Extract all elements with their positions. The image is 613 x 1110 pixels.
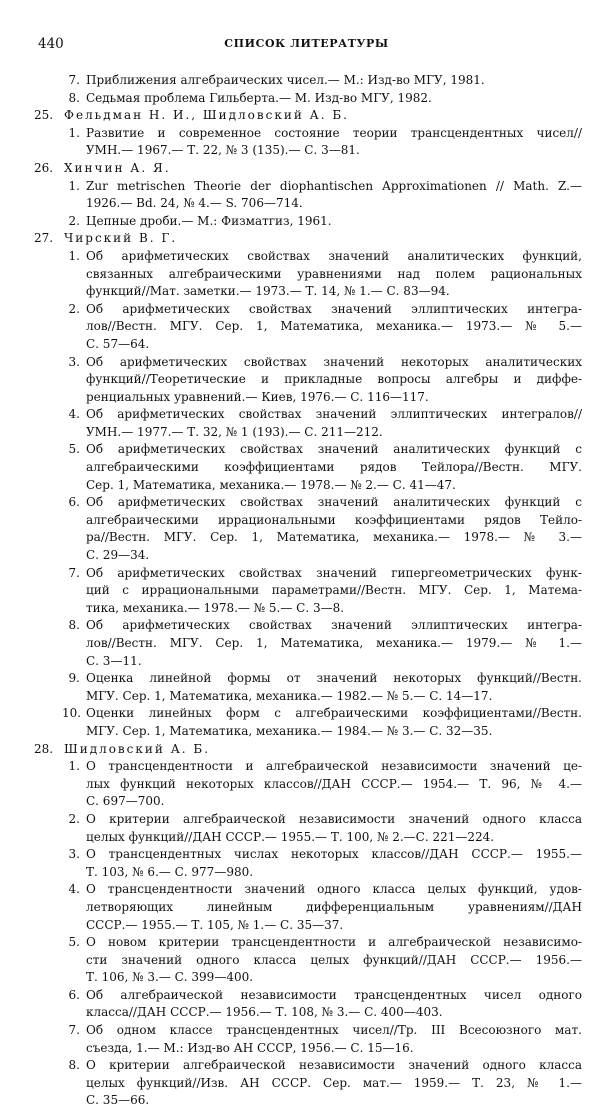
reference-list [34,72,582,1110]
reference-author-entry [34,107,582,125]
reference-work-item [34,670,582,705]
work-text-line: тика, механика.— 1978.— № 5.— С. 3—8. [86,600,345,615]
work-text-line: С. 697—700. [86,794,165,809]
reference-number: 25. [34,108,54,123]
reference-work-item [34,758,582,811]
work-number: 8. [68,90,80,105]
work-text-line: С. 29—34. [86,548,150,563]
work-number: 3. [68,847,80,862]
work-text-line: Об арифметических свойствах значений эллиптических интегра- [86,301,582,316]
work-text-line: 1926.— Bd. 24, № 4.— S. 706—714. [86,196,303,211]
reference-work-item [34,1057,582,1110]
work-number: 4. [68,407,80,422]
work-text-line: Цепные дроби.— М.: Физматгиз, 1961. [86,213,332,228]
work-text-line: О трансцендентных числах некоторых классов//ДАН СССР.— 1955.— [86,847,582,862]
work-text-line: Об арифметических свойствах значений аналитических функций с [86,442,582,457]
work-text-line: УМН.— 1977.— Т. 32, № 1 (193).— С. 211—212. [86,424,383,439]
work-number: 1. [68,248,80,263]
reference-work-item [34,125,582,160]
work-text-line: МГУ. Сер. 1, Математика, механика.— 1982.— № 5.— С. 14—17. [86,688,493,703]
work-number: 8. [68,618,80,633]
reference-number: 28. [34,741,54,756]
work-number: 6. [68,495,80,510]
reference-work-item [34,354,582,407]
work-number: 6. [68,987,80,1002]
work-text-line: О критерии алгебраической независимости значений одного класса [86,1058,582,1073]
work-text-line: связанных алгебраическими уравнениями над полем рациональных [86,266,582,281]
reference-work-item [34,178,582,213]
work-text-line: ций с иррациональными параметрами//Вестн. МГУ. Сер. 1, Матема- [86,583,582,598]
reference-work-item [34,213,582,231]
reference-work-item [34,846,582,881]
author-name: Фельдман Н. И., Шидловский А. Б. [64,108,349,123]
work-text-line: С. 35—66. [86,1093,150,1108]
reference-work-item [34,301,582,354]
work-text-line: лов//Вестн. МГУ. Сер. 1, Математика, механика.— 1973.— № 5.— [86,319,582,334]
work-text-line: сти значений одного класса целых функций//ДАН СССР.— 1956.— [86,952,582,967]
work-number: 2. [68,301,80,316]
work-text-line: Об арифметических свойствах значений гипергеометрических функ- [86,565,582,580]
work-number: 4. [68,882,80,897]
work-text-line: УМН.— 1967.— Т. 22, № 3 (135).— С. 3—81. [86,143,360,158]
work-text-line: О трансцендентности и алгебраической независимости значений це- [86,759,582,774]
reference-work-item [34,441,582,494]
work-number: 5. [68,442,80,457]
work-text-line: класса//ДАН СССР.— 1956.— Т. 108, № 3.— С. 400—403. [86,1005,443,1020]
work-number: 2. [68,213,80,228]
reference-work-item [34,406,582,441]
work-text-line: С. 57—64. [86,336,150,351]
author-name: Хинчин А. Я. [64,160,171,175]
work-text-line: Т. 106, № 3.— С. 399—400. [86,970,254,985]
work-text-line: ренциальных уравнений.— Киев, 1976.— С. 116—117. [86,389,429,404]
work-number: 7. [68,1023,80,1038]
work-text-line: О новом критерии трансцендентности и алгебраической независимо- [86,935,582,950]
work-text-line: Развитие и современное состояние теории трансцендентных чисел// [86,125,582,140]
reference-work-item [34,811,582,846]
work-number: 1. [68,125,80,140]
reference-author-entry [34,160,582,178]
work-text-line: летворяющих линейным дифференциальным уравнениям//ДАН [86,899,582,914]
work-text-line: Об арифметических свойствах значений эллиптических интегралов// [86,407,582,422]
work-text-line: Оценки линейных форм с алгебраическими коэффициентами//Вестн. [86,706,582,721]
reference-work-item [34,72,582,90]
work-text-line: Об арифметических свойствах значений некоторых аналитических [86,354,582,369]
work-text-line: СССР.— 1955.— Т. 105, № 1.— С. 35—37. [86,917,344,932]
work-text-line: Т. 103, № 6.— С. 977—980. [86,864,254,879]
work-text-line: МГУ. Сер. 1, Математика, механика.— 1984.— № 3.— С. 32—35. [86,723,493,738]
reference-number: 27. [34,231,54,246]
reference-author-entry [34,230,582,248]
work-text-line: лых функций некоторых классов//ДАН СССР.— 1954.— Т. 96, № 4.— [86,776,582,791]
work-text-line: О трансцендентности значений одного класса целых функций, удов- [86,882,582,897]
work-text-line: О критерии алгебраической независимости значений одного класса [86,811,582,826]
work-text-line: Об арифметических свойствах значений аналитических функций, [86,248,582,263]
reference-work-item [34,617,582,670]
work-text-line: Оценка линейной формы от значений некоторых функций//Вестн. [86,671,582,686]
page-header [0,36,613,56]
work-text-line: съезда, 1.— М.: Изд-во АН СССР, 1956.— С. 15—16. [86,1040,414,1055]
work-number: 1. [68,759,80,774]
work-text-line: С. 3—11. [86,653,142,668]
work-number: 7. [68,565,80,580]
work-number: 8. [68,1058,80,1073]
work-text-line: алгебраическими иррациональными коэффициентами рядов Тейло- [86,512,582,527]
reference-number: 26. [34,160,54,175]
work-text-line: Об одном классе трансцендентных чисел//Тр. III Всесоюзного мат. [86,1023,582,1038]
work-number: 3. [68,354,80,369]
reference-work-item [34,987,582,1022]
work-text-line: Об арифметических свойствах значений эллиптических интегра- [86,618,582,633]
work-text-line: Приближения алгебраических чисел.— М.: Изд-во МГУ, 1981. [86,73,485,87]
work-text-line: Сер. 1, Математика, механика.— 1978.— № 2.— С. 41—47. [86,477,456,492]
reference-work-item [34,705,582,740]
reference-work-item [34,494,582,564]
work-number: 10. [62,706,82,721]
page-number: 440 [38,36,64,52]
work-number: 9. [68,671,80,686]
work-number: 1. [68,178,80,193]
work-text-line: Об арифметических свойствах значений аналитических функций с [86,495,582,510]
reference-work-item [34,881,582,934]
work-text-line: лов//Вестн. МГУ. Сер. 1, Математика, механика.— 1979.— № 1.— [86,636,582,650]
work-number: 2. [68,811,80,826]
work-number: 5. [68,935,80,950]
reference-work-item [34,248,582,301]
author-name: Шидловский А. Б. [64,741,211,756]
work-text-line: Об алгебраической независимости трансцендентных чисел одного [86,987,582,1002]
reference-work-item [34,1022,582,1057]
reference-author-entry [34,741,582,759]
work-number: 7. [68,73,80,87]
reference-work-item [34,90,582,108]
work-text-line: ра//Вестн. МГУ. Сер. 1, Математика, механика.— 1978.— № 3.— [86,530,582,545]
work-text-line: целых функций//Изв. АН СССР. Сер. мат.— 1959.— Т. 23, № 1.— [86,1075,582,1090]
work-text-line: Седьмая проблема Гильберта.— М. Изд-во МГУ, 1982. [86,90,432,105]
work-text-line: целых функций//ДАН СССР.— 1955.— Т. 100, № 2.—С. 221—224. [86,829,495,844]
work-text-line: функций//Мат. заметки.— 1973.— Т. 14, № 1.— С. 83—94. [86,284,450,299]
reference-work-item [34,565,582,618]
running-title: СПИСОК ЛИТЕРАТУРЫ [224,37,389,50]
work-text-line: функций//Теоретические и прикладные вопросы алгебры и диффе- [86,372,582,387]
reference-work-item [34,934,582,987]
author-name: Чирский В. Г. [64,231,178,246]
work-text-line: алгебраическими коэффициентами рядов Тейлора//Вестн. МГУ. [86,460,582,475]
work-text-line: Zur metrischen Theorie der diophantischen Approximationen // Math. Z.— [86,178,582,193]
